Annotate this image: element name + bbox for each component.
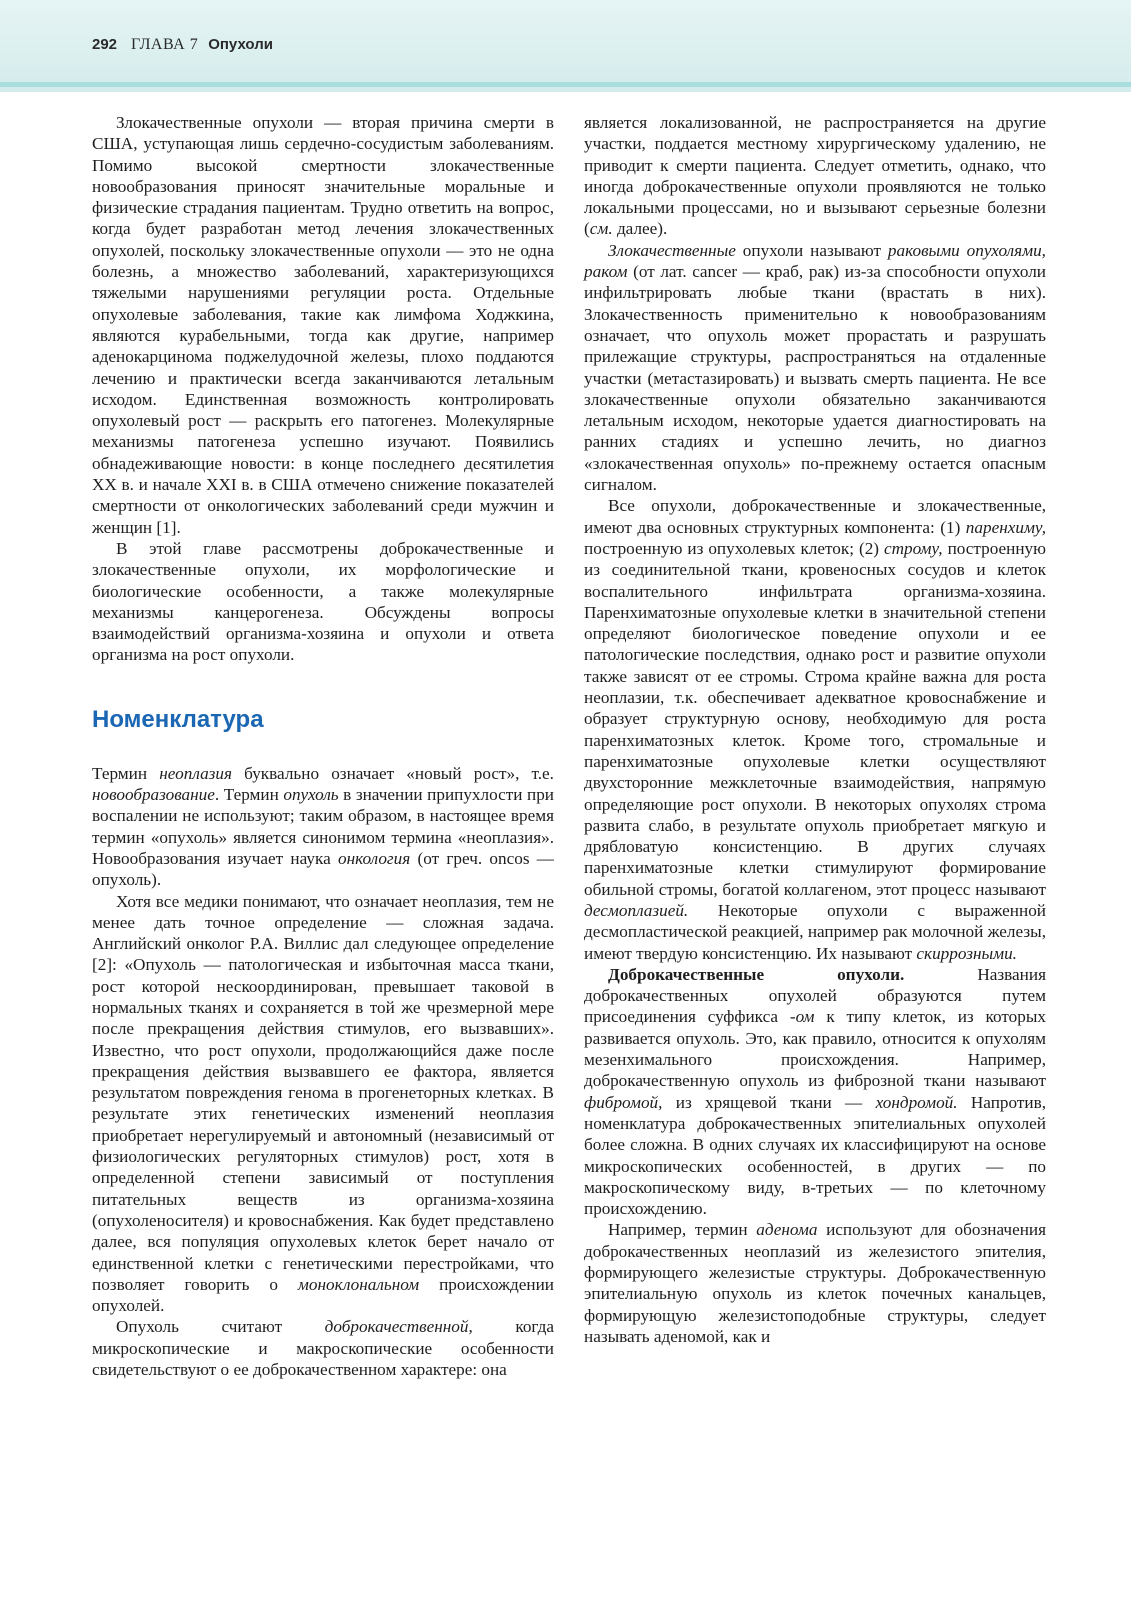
paragraph: Доброкачественные опухоли. Названия доброкачественных опухолей образуются путем присоединения суффикса -ом к типу клеток, из которых развивается опухоль. Это, как правило, относится к опухолям мезенхимального происхождения. Например, доброкачественную опухоль из фиброзной ткани называют фибромой, из хрящевой ткани — хондромой. Напротив, номенклатура доброкачественных эпителиальных опухолей более сложна. В одних случаях их классифицируют на основе микроскопических особенностей, в других — по макроскопическому виду, в-третьих — по клеточному происхождению.	[584, 964, 1046, 1219]
paragraph: Опухоль считают доброкачественной, когда микроскопические и макроскопические особенности свидетельствуют о ее доброкачественном характере: она	[92, 1317, 554, 1380]
paragraph: Термин неоплазия буквально означает «новый рост», т.е. новообразование. Термин опухоль в значении припухлости при воспалении не используют; таким образом, в настоящее время термин «опухоль» является синонимом термина «неоплазия». Новообразования изучает наука онкология (от греч. oncos — опухоль).	[92, 763, 554, 890]
section-heading: Номенклатура	[92, 705, 264, 733]
paragraph: В этой главе рассмотрены доброкачественные и злокачественные опухоли, их морфологические и биологические особенности, а также молекулярные механизмы канцерогенеза. Обсуждены вопросы взаимодействий организма-хозяина и опухоли и ответа организма на рост опухоли.	[92, 538, 554, 665]
paragraph: Злокачественные опухоли — вторая причина смерти в США, уступающая лишь сердечно-сосудистым заболеваниям. Помимо высокой смертности злокачественные новообразования приносят значительные моральные и физические страдания пациентам. Трудно ответить на вопрос, когда будет разработан метод лечения злокачественных опухолей, поскольку злокачественные опухоли — это не одна болезнь, а множество заболеваний, характеризующихся тяжелыми нарушениями регуляции роста. Отдельные опухолевые заболевания, такие как лимфома Ходжкина, являются курабельными, тогда как другие, например аденокарцинома поджелудочной железы, плохо поддаются лечению и практически всегда заканчиваются летальным исходом. Единственная возможность контролировать опухолевый рост — раскрыть его патогенез. Молекулярные механизмы патогенеза успешно изучают. Появились обнадеживающие новости: в конце последнего десятилетия XX в. и начале XXI в. в США отмечено снижение показателей смертности от онкологических заболеваний среди мужчин и женщин [1].	[92, 113, 554, 537]
right-column	[584, 112, 1046, 1347]
chapter-label: ГЛАВА 7	[131, 36, 199, 53]
page-number: 292	[92, 36, 118, 53]
paragraph: Например, термин аденома используют для обозначения доброкачественных неоплазий из железистого эпителия, формирующего железистые структуры. Доброкачественную эпителиальную опухоль из клеток почечных канальцев, формирующую железистоподобные структуры, следует называть аденомой, как и	[584, 1220, 1046, 1346]
left-column	[92, 112, 554, 1380]
paragraph: является локализованной, не распространяется на другие участки, поддается местному хирургическому удалению, не приводит к смерти пациента. Следует отметить, однако, что иногда доброкачественные опухоли проявляются не только локальными процессами, но и вызывают серьезные болезни (см. далее).	[584, 113, 1046, 239]
paragraph: Все опухоли, доброкачественные и злокачественные, имеют два основных структурных компонента: (1) паренхиму, построенную из опухолевых клеток; (2) строму, построенную из соединительной ткани, кровеносных сосудов и клеток воспалительного инфильтрата организма-хозяина. Паренхиматозные опухолевые клетки в значительной степени определяют биологическое поведение опухоли и ее патологические последствия, однако рост и развитие опухоли также зависят от ее стромы. Строма крайне важна для роста неоплазии, т.к. обеспечивает адекватное кровоснабжение и образует структурную основу, необходимую для роста паренхиматозных клеток. Кроме того, стромальные и паренхиматозные опухолевые клетки осуществляют двухсторонние межклеточные взаимодействия, напрямую определяющие рост опухоли. В некоторых опухолях строма развита слабо, в результате опухоль приобретает мягкую и дрябловатую консистенцию. В других случаях паренхиматозные клетки стимулируют формирование обильной стромы, богатой коллагеном, этот процесс называют десмоплазией. Некоторые опухоли с выраженной десмопластической реакцией, например рак молочной железы, имеют твердую консистенцию. Их называют скиррозными.	[584, 496, 1046, 963]
paragraph: Злокачественные опухоли называют раковыми опухолями, раком (от лат. cancer — краб, рак) из-за способности опухоли инфильтрировать любые ткани (врастать в них). Злокачественность применительно к новообразованиям означает, что опухоль может прорастать и разрушать прилежащие структуры, распространяться на отдаленные участки (метастазировать) и вызвать смерть пациента. Не все злокачественные опухоли обязательно заканчиваются летальным исходом, некоторые удается диагностировать на ранних стадиях и успешно лечить, но диагноз «злокачественная опухоль» по-прежнему остается опасным сигналом.	[584, 240, 1046, 495]
header-rule	[0, 82, 1131, 87]
running-header	[92, 36, 273, 54]
paragraph: Хотя все медики понимают, что означает неоплазия, тем не менее дать точное определение — сложная задача. Английский онколог Р.А. Виллис дал следующее определение [2]: «Опухоль — патологическая и избыточная масса ткани, рост которой нескоординирован, превышает таковой в нормальных тканях и сохраняется в той же чрезмерной мере после прекращения действия стимулов, его вызвавших». Известно, что рост опухоли, продолжающийся даже после прекращения действия вызвавшего ее фактора, является результатом повреждения генома в прогенеторных клетках. В результате этих генетических изменений неоплазия приобретает нерегулируемый и автономный (независимый от физиологических регуляторных стимулов) рост, хотя в определенной степени зависимый от поступления питательных веществ из организма-хозяина (опухоленосителя) и кровоснабжения. Как будет представлено далее, вся популяция опухолевых клеток берет начало от единственной клетки с генетическими перестройками, что позволяет говорить о моноклональном происхождении опухолей.	[92, 891, 554, 1316]
chapter-title: Опухоли	[208, 36, 273, 53]
